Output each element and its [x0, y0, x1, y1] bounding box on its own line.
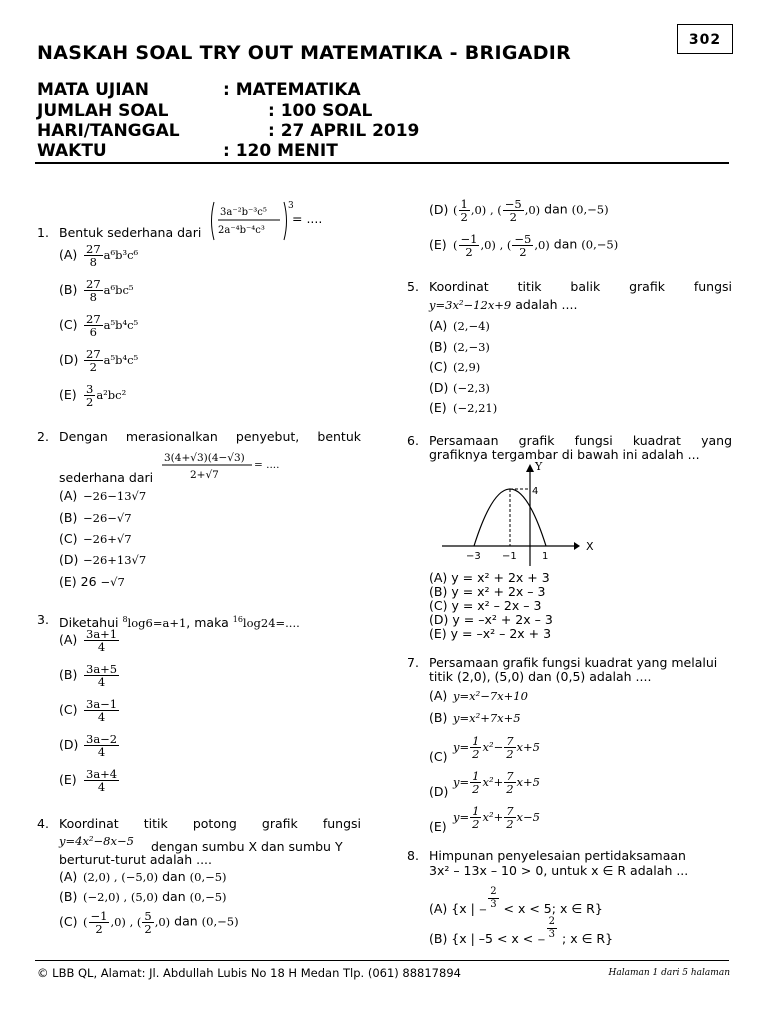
- option-value: −26+13√7: [83, 553, 147, 567]
- q7-option-e[interactable]: (E)y= $\frac{1}{2}$ x²+ $\frac{7}{2}$ x−5: [429, 804, 540, 834]
- q1-option-c[interactable]: [59, 313, 138, 338]
- option-num: 3: [86, 382, 94, 396]
- option-label: (D): [59, 552, 79, 567]
- q1-option-d[interactable]: [59, 348, 138, 373]
- q6-option-d[interactable]: [429, 612, 553, 627]
- option-suffix: < x < 5; x ∈ R}: [503, 901, 603, 916]
- svg-text:3a⁻²b⁻³c⁵: 3a⁻²b⁻³c⁵: [220, 207, 267, 218]
- option-label: (A): [59, 488, 78, 503]
- svg-text:= ....: = ....: [254, 459, 280, 471]
- option-value: y = x² + 2x – 3: [451, 584, 546, 599]
- question-text: sederhana dari: [59, 470, 154, 485]
- option-num: 27: [86, 312, 101, 326]
- option-value: y = x² – 2x – 3: [451, 598, 542, 613]
- option-label: (E) 26: [59, 574, 97, 589]
- q6-option-e[interactable]: [429, 626, 551, 641]
- meta-value: : MATEMATIKA: [223, 80, 361, 100]
- option-label: (D): [59, 737, 79, 752]
- option-value: (2,−4): [453, 319, 490, 333]
- option-label: (C): [59, 531, 78, 546]
- option-label: (A): [59, 632, 78, 647]
- question-text: dengan sumbu X dan sumbu Y: [151, 839, 343, 854]
- question-text: berturut-turut adalah ....: [59, 852, 212, 867]
- question-stem: Diketahui: [59, 615, 119, 630]
- option-label: (C): [59, 702, 78, 717]
- q4-option-a[interactable]: (A) (2,0) , (−5,0) dan (0,−5): [59, 869, 227, 884]
- option-suffix: ; x ∈ R}: [562, 931, 614, 946]
- exam-code-box: 302: [677, 24, 733, 54]
- option-prefix: (B) {x | –5 < x <: [429, 931, 538, 946]
- option-label: (D): [429, 612, 449, 627]
- word-dan: dan: [544, 201, 568, 217]
- option-value: −26−13√7: [83, 489, 147, 503]
- q6-option-a[interactable]: [429, 570, 550, 585]
- q7-option-d[interactable]: (D)y= $\frac{1}{2}$ x²+ $\frac{7}{2}$ x+5: [429, 769, 540, 799]
- option-den: 4: [97, 745, 106, 759]
- q7-option-b[interactable]: (B) y=x²+7x+5: [429, 710, 521, 725]
- meta-row-time: [37, 141, 338, 161]
- footer-divider: [35, 960, 729, 961]
- meta-label: HARI/TANGGAL: [37, 121, 180, 141]
- option-label: (C): [429, 359, 448, 374]
- option-den: 4: [97, 640, 106, 654]
- q3-option-b[interactable]: [59, 663, 120, 688]
- question-text: grafiknya tergambar di bawah ini adalah ...: [429, 447, 700, 462]
- option-label: (A): [429, 318, 448, 333]
- question-text: Dengan merasionalkan penyebut, bentuk: [59, 429, 361, 444]
- meta-row-count: [37, 101, 373, 121]
- question-number: 2.: [37, 429, 49, 444]
- q1-tail: = ....: [292, 211, 323, 226]
- question-number: 8.: [407, 848, 419, 863]
- option-label: (A): [59, 247, 78, 262]
- option-num: 3a+4: [86, 767, 118, 781]
- question-text: Persamaan grafik fungsi kuadrat yang melalui: [429, 655, 718, 670]
- y-arrow-icon: [526, 464, 534, 472]
- option-value: y=x²−7x+10: [453, 689, 528, 703]
- page-indicator: Halaman 1 dari 5 halaman: [608, 968, 730, 978]
- q3-option-c[interactable]: [59, 698, 120, 723]
- question-text: Himpunan penyelesaian pertidaksamaan: [429, 848, 686, 863]
- footer-address: © LBB QL, Alamat: Jl. Abdullah Lubis No 18 H Medan Tlp. (061) 88817894: [37, 966, 461, 980]
- q4-function: y=4x²−8x−5 dengan sumbu X dan sumbu Y: [59, 834, 343, 854]
- q1-option-a[interactable]: [59, 243, 138, 268]
- question-text: Koordinat titik potong grafik fungsi: [59, 816, 361, 831]
- q6-option-c[interactable]: [429, 598, 541, 613]
- q4-option-d[interactable]: (D) ( $\frac{1}{2}$ ,0) , ( $\frac{-5}{2}$ ,0) dan (0,−5): [429, 197, 609, 224]
- q2-option-c[interactable]: [59, 531, 132, 546]
- option-value: (2,−3): [453, 340, 490, 354]
- option-den: 2: [89, 360, 97, 374]
- q1-option-e[interactable]: [59, 383, 126, 408]
- option-label: (E): [59, 387, 77, 402]
- x-axis-label: X: [586, 540, 594, 553]
- option-value: −√7: [100, 575, 125, 589]
- option-rest: a⁵b⁴c⁵: [103, 318, 139, 332]
- q3-option-d[interactable]: [59, 733, 120, 758]
- word-dan: dan: [174, 913, 198, 929]
- word-dan: dan: [553, 236, 578, 252]
- option-den: 8: [89, 290, 97, 304]
- svg-text:3(4+√3)(4−√3): 3(4+√3)(4−√3): [164, 452, 245, 464]
- q1-option-b[interactable]: [59, 278, 134, 303]
- option-rest: a²bc²: [96, 388, 127, 402]
- q2-option-b[interactable]: [59, 510, 132, 525]
- q4-option-e[interactable]: (E) ( $\frac{-1}{2}$ ,0) , ( $\frac{-5}{2}$ ,0) dan (0,−5): [429, 232, 619, 259]
- x-arrow-icon: [574, 542, 580, 550]
- option-label: (E): [429, 626, 447, 641]
- q5-option-c[interactable]: [429, 359, 480, 374]
- option-den: 8: [89, 255, 97, 269]
- option-den: 4: [97, 780, 106, 794]
- q8-option-a[interactable]: (A) {x | − $\frac{2}{3}$ < x < 5; x ∈ R}: [429, 886, 603, 916]
- q8-option-b[interactable]: (B) {x | –5 < x < − $\frac{2}{3}$ ; x ∈ R}: [429, 916, 614, 946]
- option-rest: a⁶b³c⁶: [103, 248, 139, 262]
- word-dan: dan: [162, 869, 186, 884]
- q2-option-a[interactable]: [59, 488, 146, 503]
- option-label: (D): [429, 380, 449, 395]
- option-label: (B): [59, 667, 78, 682]
- option-rest: a⁵b⁴c⁵: [103, 353, 139, 367]
- q6-option-b[interactable]: [429, 584, 545, 599]
- question-text: adalah ....: [515, 297, 578, 312]
- header-divider: [35, 162, 729, 164]
- option-den: 4: [97, 675, 106, 689]
- option-value: −26+√7: [83, 532, 132, 546]
- y-axis-label: Y: [535, 460, 543, 473]
- option-den: 4: [97, 710, 106, 724]
- meta-label: MATA UJIAN: [37, 80, 149, 100]
- option-rest: a⁶bc⁵: [103, 283, 134, 297]
- question-number: 3.: [37, 612, 49, 627]
- question-number: 5.: [407, 279, 419, 294]
- option-label: (A): [429, 570, 448, 585]
- option-label: (B): [429, 339, 448, 354]
- option-num: 3a+1: [86, 627, 118, 641]
- option-num: 27: [86, 347, 101, 361]
- question-number: 4.: [37, 816, 49, 831]
- meta-value: : 27 APRIL 2019: [268, 121, 420, 141]
- question-connector: , maka: [186, 615, 229, 630]
- q4-option-c[interactable]: (C) ( $\frac{-1}{2}$ ,0) , ( $\frac{5}{2}$ ,0) dan (0,−5): [59, 909, 239, 936]
- option-label: (D): [59, 352, 79, 367]
- meta-value: : 120 MENIT: [223, 141, 338, 161]
- option-num: 27: [86, 277, 101, 291]
- question-number: 6.: [407, 433, 419, 448]
- option-den: 6: [89, 325, 97, 339]
- question-number: 7.: [407, 655, 419, 670]
- option-num: 3a−1: [86, 697, 118, 711]
- q5-option-a[interactable]: [429, 318, 490, 333]
- parabola-curve: [474, 489, 546, 546]
- option-label: (B): [429, 584, 448, 599]
- q7-option-a[interactable]: (A) y=x²−7x+10: [429, 688, 528, 703]
- q3-option-a[interactable]: [59, 628, 120, 653]
- question-text: Diketahui $^8$log6=a+1, maka $^{16}$log24=....: [59, 615, 300, 630]
- q7-option-c[interactable]: (C)y= $\frac{1}{2}$ x²− $\frac{7}{2}$ x+5: [429, 734, 540, 764]
- option-num: 3a+5: [86, 662, 118, 676]
- q2-expression-svg: [160, 448, 290, 482]
- option-label: (B): [59, 510, 78, 525]
- question-text: Koordinat titik balik grafik fungsi: [429, 279, 732, 294]
- meta-value: : 100 SOAL: [268, 101, 373, 121]
- q5-function: y=3x²−12x+9 adalah ....: [429, 297, 578, 312]
- option-value: (−2,3): [453, 381, 490, 395]
- question-text: titik (2,0), (5,0) dan (0,5) adalah ....: [429, 669, 652, 684]
- option-value: (2,9): [453, 360, 481, 374]
- meta-label: WAKTU: [37, 141, 107, 161]
- q2-option-d[interactable]: [59, 552, 146, 567]
- question-text: Persamaan grafik fungsi kuadrat yang: [429, 433, 732, 448]
- option-den: 2: [86, 395, 94, 409]
- question-number: 1.: [37, 225, 49, 240]
- q2-expression: [160, 448, 290, 486]
- meta-row-subject: [37, 80, 361, 100]
- option-value: −26−√7: [83, 511, 132, 525]
- option-value: (−2,21): [453, 401, 498, 415]
- option-num: 3a−2: [86, 732, 118, 746]
- option-label: (B): [59, 282, 78, 297]
- q2-option-e[interactable]: [59, 574, 125, 589]
- page-title: NASKAH SOAL TRY OUT MATEMATIKA - BRIGADIR: [37, 42, 572, 64]
- q5-option-b[interactable]: [429, 339, 490, 354]
- svg-text:3: 3: [288, 201, 294, 211]
- svg-text:2a⁻⁴b⁻⁴c³: 2a⁻⁴b⁻⁴c³: [218, 225, 265, 236]
- tick-label: −3: [466, 551, 481, 562]
- vertex-y-label: 4: [532, 486, 539, 497]
- option-value: y = –x² + 2x – 3: [452, 612, 553, 627]
- q4-option-b[interactable]: (B) (−2,0) , (5,0) dan (0,−5): [59, 889, 227, 904]
- option-num: 27: [86, 242, 101, 256]
- q5-option-d[interactable]: [429, 380, 490, 395]
- svg-text:2+√7: 2+√7: [190, 469, 219, 481]
- option-label: (E): [429, 400, 447, 415]
- option-prefix: (A) {x |: [429, 901, 479, 916]
- meta-row-date: [37, 121, 420, 141]
- q3-option-e[interactable]: [59, 768, 120, 793]
- question-text: [59, 226, 201, 240]
- option-value: y = –x² – 2x + 3: [450, 626, 552, 641]
- option-label: (E): [59, 772, 77, 787]
- word-dan: dan: [162, 889, 186, 904]
- parabola-graph: [438, 458, 608, 568]
- option-label: (C): [59, 317, 78, 332]
- option-value: y = x² + 2x + 3: [451, 570, 550, 585]
- tick-label: −1: [502, 551, 517, 562]
- option-value: y=x²+7x+5: [453, 711, 521, 725]
- q5-option-e[interactable]: [429, 400, 497, 415]
- option-label: (C): [429, 598, 448, 613]
- tick-label: 1: [542, 551, 549, 562]
- meta-label: JUMLAH SOAL: [37, 101, 169, 121]
- question-stem: Bentuk sederhana dari: [59, 225, 202, 240]
- question-text: 3x² – 13x – 10 > 0, untuk x ∈ R adalah ...: [429, 863, 689, 878]
